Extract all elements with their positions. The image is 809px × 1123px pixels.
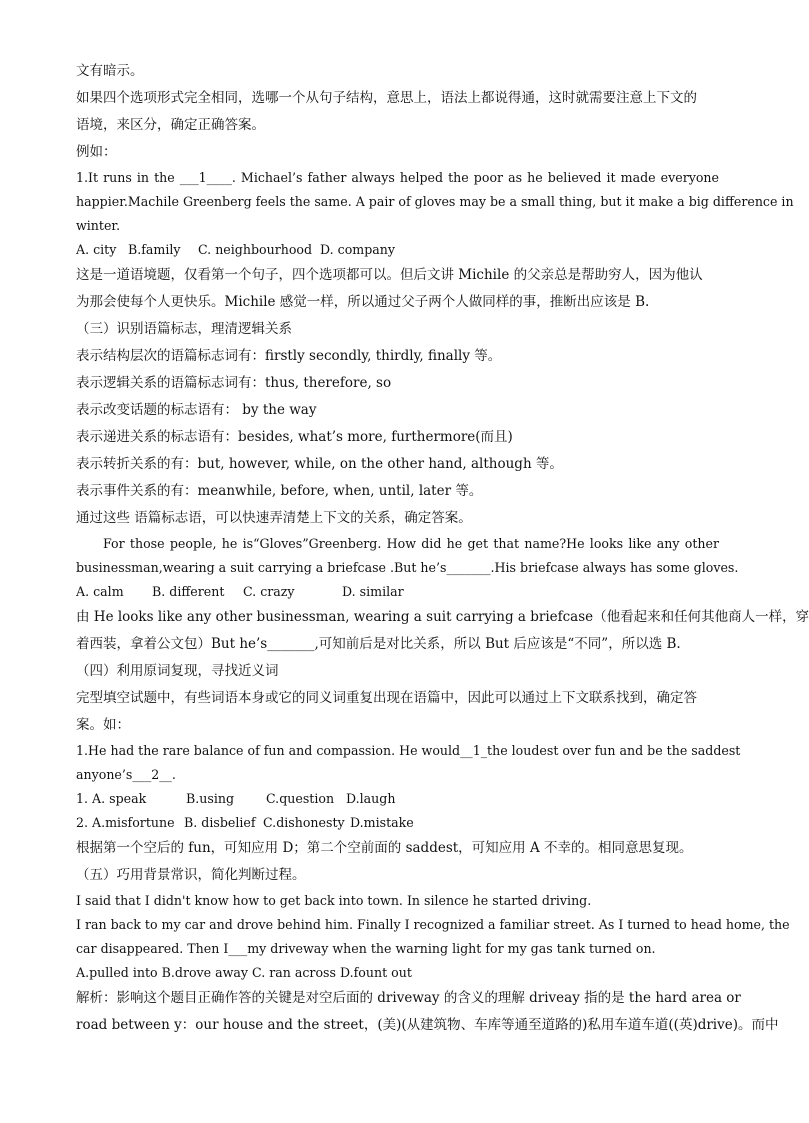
text-line: 这是一道语境题，仅看第一个句子，四个选项都可以。但后文讲 Michile 的父亲总是帮助穷人，因为他认 bbox=[76, 267, 703, 283]
text-line: 着西装，拿着公文包）But he’s_______,可知前后是对比关系，所以 But 后应该是“不同”，所以选 B. bbox=[76, 636, 681, 652]
text-line: 表示转折关系的有：but, however, while, on the other hand, although 等。 bbox=[76, 456, 563, 472]
options-row-q3b bbox=[76, 811, 719, 835]
option: A. calm bbox=[76, 584, 124, 599]
option: B. different bbox=[152, 584, 225, 599]
option: B. disbelief bbox=[184, 815, 256, 830]
text-line: 1.He had the rare balance of fun and compassion. He would__1_the loudest over fun and be the saddest bbox=[76, 743, 741, 758]
option: D. company bbox=[320, 242, 396, 257]
section-heading: （三）识别语篇标志，理清逻辑关系 bbox=[76, 321, 292, 337]
text-line: I ran back to my car and drove behind him. Finally I recognized a familiar street. As I turned to head home, the bbox=[76, 917, 790, 932]
options-row-q2 bbox=[76, 580, 719, 604]
text-line: 表示递进关系的标志语有：besides, what’s more, furthermore(而且) bbox=[76, 429, 513, 445]
text-line: 通过这些 语篇标志语，可以快速弄清楚上下文的关系，确定答案。 bbox=[76, 510, 472, 526]
text-line: 为那会使每个人更快乐。Michile 感觉一样，所以通过父子两个人做同样的事，推断出应该是 B. bbox=[76, 294, 650, 310]
text-line: anyone’s___2__. bbox=[76, 767, 176, 782]
text-line: happier.Machile Greenberg feels the same. A pair of gloves may be a small thing, but it make a big difference in bbox=[76, 194, 794, 209]
text-line: 表示结构层次的语篇标志词有：firstly secondly, thirdly, finally 等。 bbox=[76, 348, 502, 364]
option: C. neighbourhood bbox=[198, 242, 313, 257]
text-line: 如果四个选项形式完全相同，选哪一个从句子结构，意思上，语法上都说得通，这时就需要注意上下文的 bbox=[76, 90, 697, 106]
text-line: businessman,wearing a suit carrying a briefcase .But he’s_______.His briefcase always has some gloves. bbox=[76, 560, 739, 575]
text-line: 根据第一个空后的 fun，可知应用 D；第二个空前面的 saddest，可知应用 A 不幸的。相同意思复现。 bbox=[76, 840, 693, 856]
text-line: 1.It runs in the ___1____. Michael’s father always helped the poor as he believed it made everyone bbox=[76, 170, 719, 185]
option: D.mistake bbox=[350, 815, 414, 830]
options-row-q1 bbox=[76, 238, 719, 262]
text-line: 语境，来区分，确定正确答案。 bbox=[76, 117, 265, 133]
option: D.laugh bbox=[346, 791, 396, 806]
options-row-q3a bbox=[76, 787, 719, 811]
text-line: 案。如： bbox=[76, 717, 130, 733]
option: B.using bbox=[186, 791, 235, 806]
text-line: winter. bbox=[76, 218, 121, 233]
option: D. similar bbox=[342, 584, 404, 599]
text-line: 由 He looks like any other businessman, wearing a suit carrying a briefcase（他看起来和任何其他商人一样，穿 bbox=[76, 609, 809, 625]
option: A. city bbox=[76, 242, 117, 257]
example-heading: 例如： bbox=[76, 144, 117, 160]
text-line: 文有暗示。 bbox=[76, 63, 144, 79]
option: C.dishonesty bbox=[263, 815, 345, 830]
text-line: 表示逻辑关系的语篇标志词有：thus, therefore, so bbox=[76, 375, 392, 391]
text-line: 完型填空试题中，有些词语本身或它的同义词重复出现在语篇中，因此可以通过上下文联系找到，确定答 bbox=[76, 690, 697, 706]
option: B.family bbox=[128, 242, 181, 257]
option: 2. A.misfortune bbox=[76, 815, 175, 830]
text-line: 解析：影响这个题目正确作答的关键是对空后面的 driveway 的含义的理解 driveay 指的是 the hard area or bbox=[76, 990, 741, 1006]
text-line: road between y：our house and the street，(美)(从建筑物、车库等通至道路的)私用车道车道((英)drive)。而中 bbox=[76, 1017, 779, 1033]
section-heading: （四）利用原词复现，寻找近义词 bbox=[76, 663, 279, 679]
text-line: A.pulled into B.drove away C. ran across D.fount out bbox=[76, 965, 412, 980]
text-line: 表示改变话题的标志语有： by the way bbox=[76, 402, 317, 418]
text-line: 表示事件关系的有：meanwhile, before, when, until, later 等。 bbox=[76, 483, 483, 499]
text-line: car disappeared. Then I___my driveway when the warning light for my gas tank turned on. bbox=[76, 941, 656, 956]
option: C.question bbox=[266, 791, 335, 806]
text-line: I said that I didn't know how to get back into town. In silence he started driving. bbox=[76, 893, 592, 908]
option: C. crazy bbox=[243, 584, 295, 599]
option: 1. A. speak bbox=[76, 791, 147, 806]
document-page bbox=[76, 58, 809, 1039]
section-heading: （五）巧用背景常识，简化判断过程。 bbox=[76, 867, 306, 883]
text-line: For those people, he is“Gloves”Greenberg. How did he get that name?He looks like any other bbox=[103, 536, 719, 551]
